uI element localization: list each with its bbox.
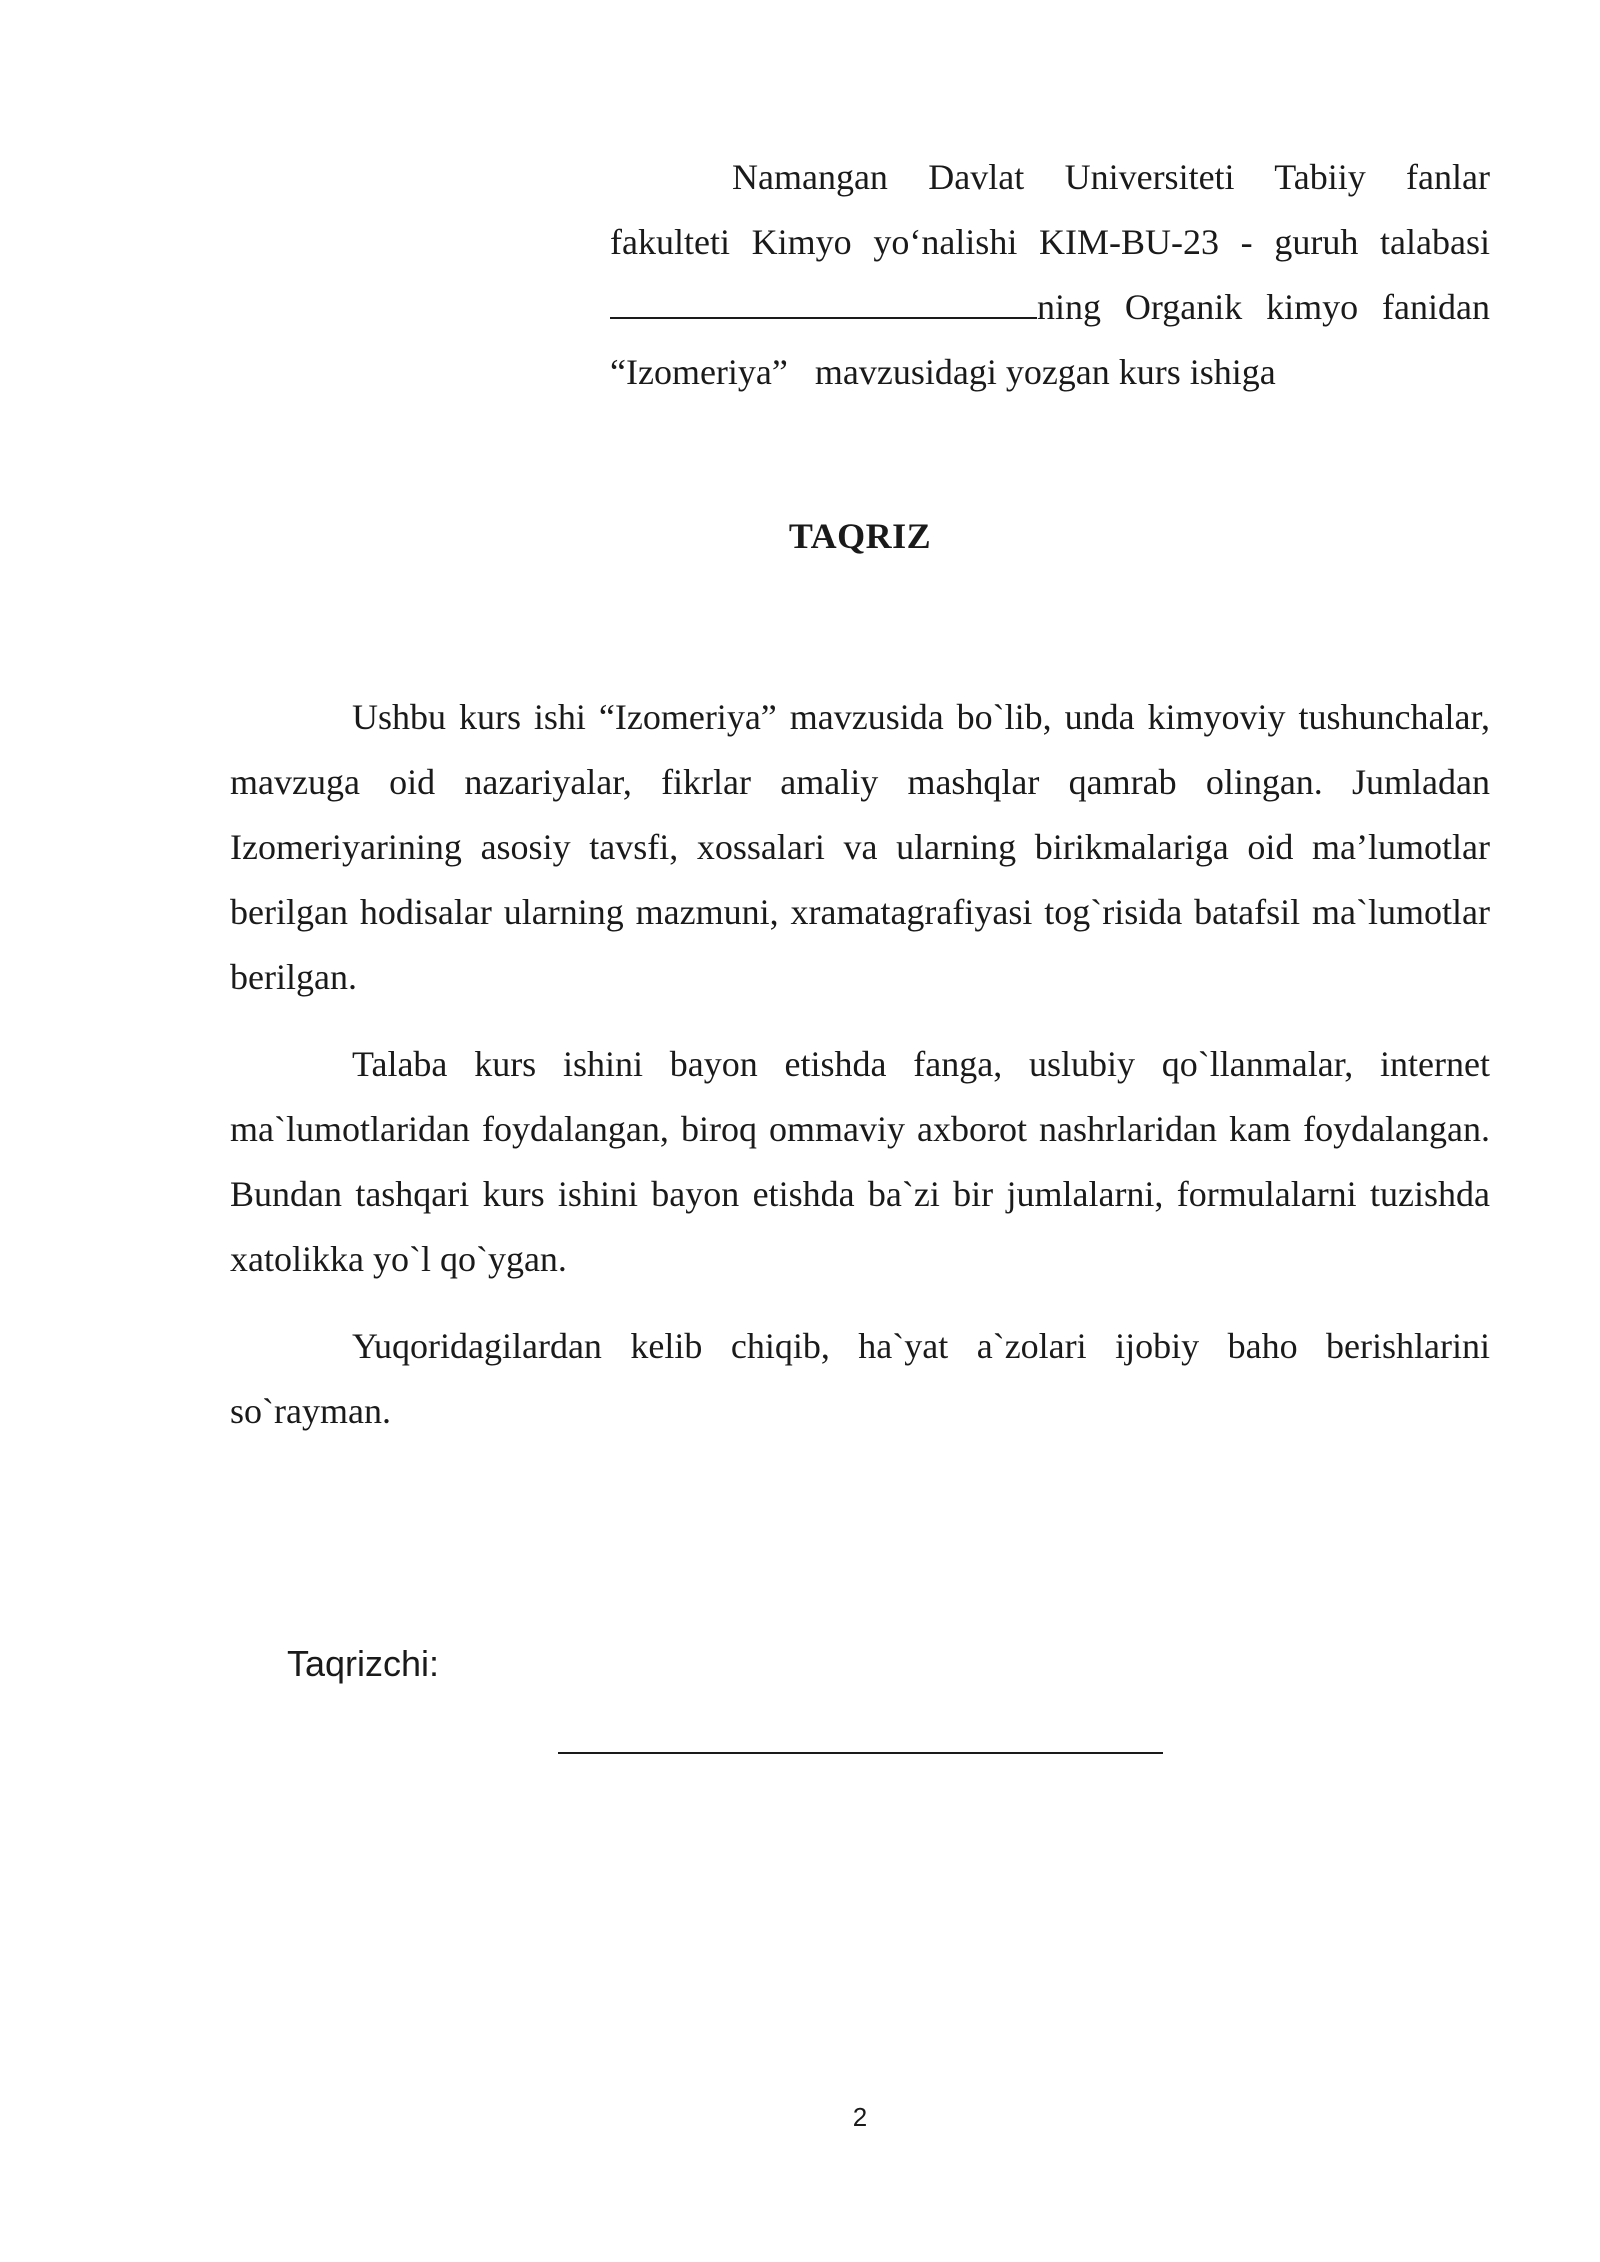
addressee-line-2: fakulteti Kimyo yo‘nalishi KIM-BU-23 - guruh talabasi xyxy=(610,222,1490,262)
addressee-line-3-text: ning Organik kimyo fanidan xyxy=(1037,287,1490,327)
page-number: 2 xyxy=(852,2102,868,2132)
review-paragraph-3: Yuqoridagilardan kelib chiqib, ha`yat a`zolari ijobiy baho berishlarini so`rayman. xyxy=(230,1326,1490,1431)
addressee-line-1: Namangan Davlat Universiteti Tabiiy fanlar xyxy=(732,157,1490,197)
document-title: TAQRIZ xyxy=(788,516,932,556)
student-name-blank xyxy=(610,283,1037,319)
addressee-block xyxy=(610,145,1490,405)
reviewer-label: Taqrizchi: xyxy=(287,1643,440,1684)
review-body xyxy=(230,685,1490,1466)
addressee-line-4: “Izomeriya” mavzusidagi yozgan kurs ishiga xyxy=(610,352,1276,392)
review-paragraph-2: Talaba kurs ishini bayon etishda fanga, uslubiy qo`llanmalar, internet ma`lumotlaridan foydalangan, biroq ommaviy axborot nashrlaridan kam foydalangan. Bundan tashqari kurs ishini bayon etishda ba`zi bir jumlalarni, formulalarni tuzishda xatolikka yo`l qo`ygan. xyxy=(230,1044,1490,1279)
signature-line xyxy=(558,1752,1163,1754)
review-paragraph-1: Ushbu kurs ishi “Izomeriya” mavzusida bo`lib, unda kimyoviy tushunchalar, mavzuga oid nazariyalar, fikrlar amaliy mashqlar qamrab olingan. Jumladan Izomeriyarining asosiy tavsfi, xossalari va ularning birikmalariga oid ma’lumotlar berilgan hodisalar ularning mazmuni, xramatagrafiyasi tog`risida batafsil ma`lumotlar berilgan. xyxy=(230,697,1490,997)
addressee-line-3 xyxy=(610,275,1490,340)
